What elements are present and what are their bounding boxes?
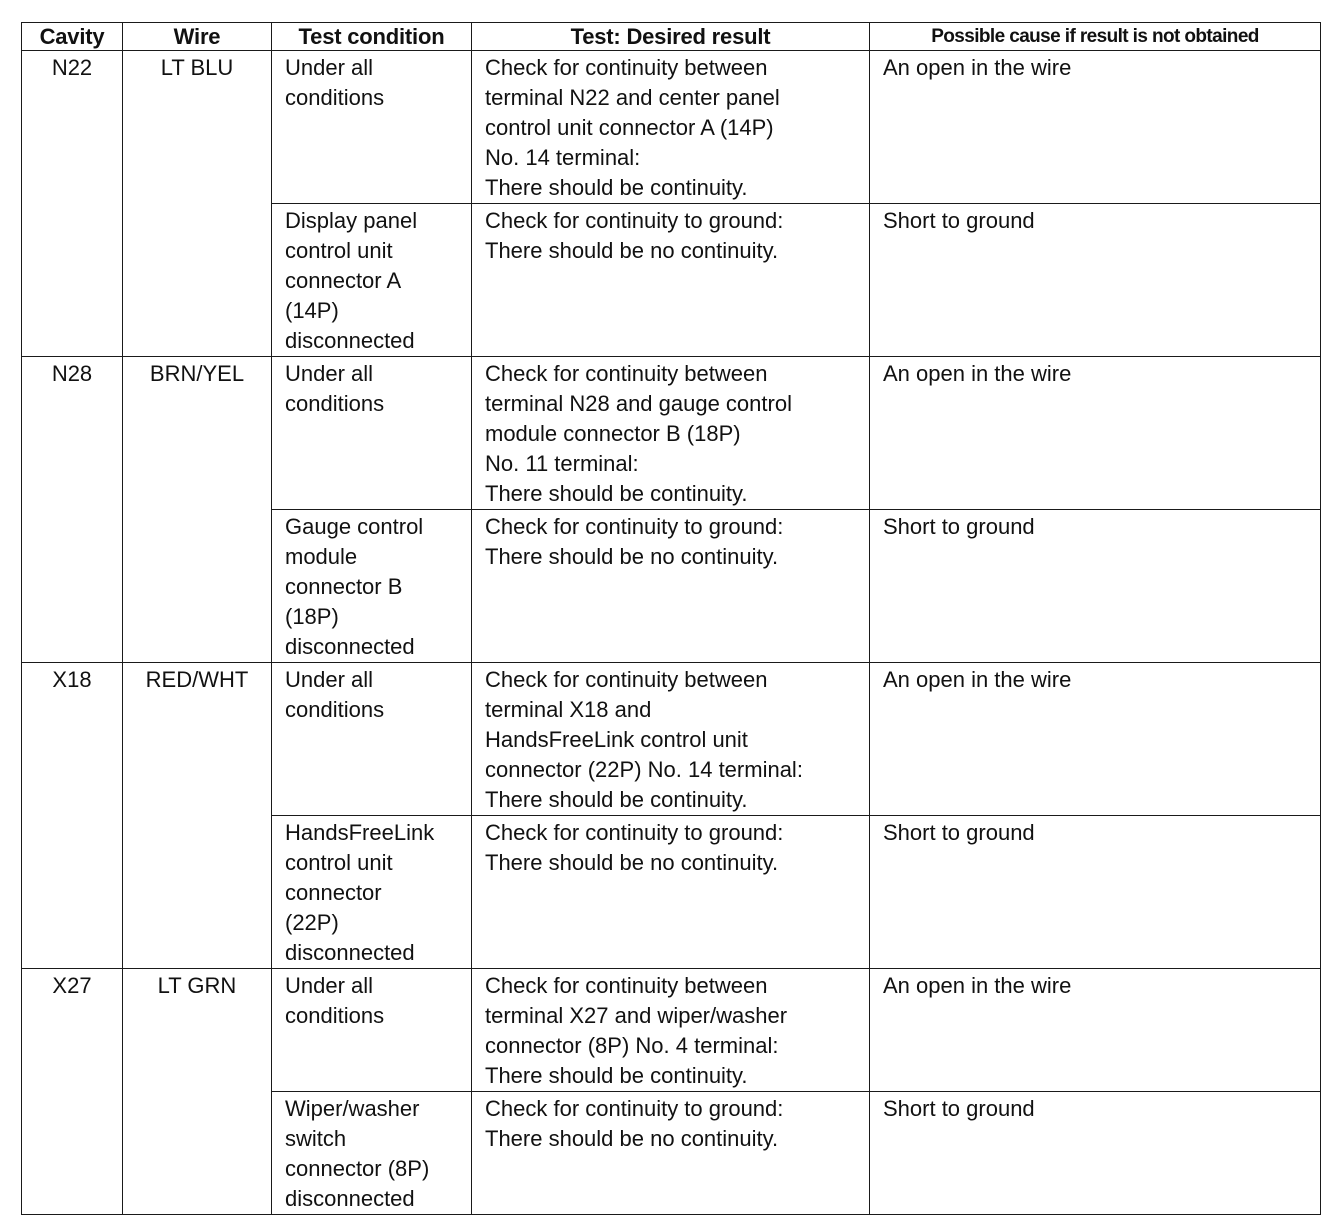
result-line: Check for continuity to ground: — [485, 1096, 784, 1121]
table-row — [22, 969, 1321, 1092]
test-condition-cell — [272, 357, 472, 510]
header-desired-result: Test: Desired result — [472, 23, 870, 51]
condition-line: connector A — [285, 268, 402, 293]
header-test-condition: Test condition — [272, 23, 472, 51]
possible-cause-cell: An open in the wire — [870, 357, 1321, 510]
header-wire: Wire — [123, 23, 272, 51]
test-condition-cell — [272, 816, 472, 969]
wire-cell: LT GRN — [123, 969, 272, 1215]
result-line: terminal N28 and gauge control — [485, 391, 792, 416]
possible-cause-cell: Short to ground — [870, 1092, 1321, 1215]
result-line: Check for continuity between — [485, 973, 768, 998]
table-row — [22, 663, 1321, 816]
result-line: Check for continuity to ground: — [485, 820, 784, 845]
wire-cell: BRN/YEL — [123, 357, 272, 663]
test-condition-cell — [272, 204, 472, 357]
header-cavity: Cavity — [22, 23, 123, 51]
condition-line: disconnected — [285, 634, 415, 659]
result-line: There should be continuity. — [485, 787, 748, 812]
result-line: Check for continuity between — [485, 361, 768, 386]
condition-line: conditions — [285, 391, 385, 416]
table-row — [22, 51, 1321, 204]
result-line: There should be continuity. — [485, 175, 748, 200]
cavity-cell: X27 — [22, 969, 123, 1215]
possible-cause-cell: An open in the wire — [870, 969, 1321, 1092]
header-possible-cause: Possible cause if result is not obtained — [870, 23, 1321, 51]
condition-line: conditions — [285, 1003, 385, 1028]
result-line: connector (22P) No. 14 terminal: — [485, 757, 803, 782]
condition-line: connector — [285, 880, 382, 905]
result-line: Check for continuity between — [485, 55, 768, 80]
condition-line: control unit — [285, 850, 393, 875]
cavity-cell: X18 — [22, 663, 123, 969]
possible-cause-cell: Short to ground — [870, 510, 1321, 663]
condition-line: Under all — [285, 361, 374, 386]
possible-cause-cell: An open in the wire — [870, 51, 1321, 204]
table-row — [22, 357, 1321, 510]
cavity-cell: N28 — [22, 357, 123, 663]
cavity-cell: N22 — [22, 51, 123, 357]
condition-line: Display panel — [285, 208, 418, 233]
condition-line: connector (8P) — [285, 1156, 430, 1181]
condition-line: Gauge control — [285, 514, 424, 539]
result-line: Check for continuity between — [485, 667, 768, 692]
condition-line: switch — [285, 1126, 347, 1151]
condition-line: module — [285, 544, 358, 569]
condition-line: (22P) — [285, 910, 339, 935]
result-line: There should be continuity. — [485, 481, 748, 506]
header-row — [22, 23, 1321, 51]
wire-cell: RED/WHT — [123, 663, 272, 969]
test-condition-cell — [272, 510, 472, 663]
desired-result-cell — [472, 51, 870, 204]
result-line: connector (8P) No. 4 terminal: — [485, 1033, 779, 1058]
result-line: No. 11 terminal: — [485, 451, 639, 476]
condition-line: Wiper/washer — [285, 1096, 420, 1121]
result-line: There should be continuity. — [485, 1063, 748, 1088]
result-line: There should be no continuity. — [485, 544, 779, 569]
condition-line: disconnected — [285, 1186, 415, 1211]
condition-line: HandsFreeLink — [285, 820, 435, 845]
test-condition-cell — [272, 1092, 472, 1215]
condition-line: disconnected — [285, 940, 415, 965]
desired-result-cell — [472, 204, 870, 357]
result-line: Check for continuity to ground: — [485, 514, 784, 539]
diagnostic-table — [21, 22, 1321, 1215]
test-condition-cell — [272, 51, 472, 204]
result-line: There should be no continuity. — [485, 850, 779, 875]
condition-line: conditions — [285, 85, 385, 110]
possible-cause-cell: An open in the wire — [870, 663, 1321, 816]
condition-line: connector B — [285, 574, 403, 599]
condition-line: Under all — [285, 667, 374, 692]
result-line: No. 14 terminal: — [485, 145, 641, 170]
condition-line: disconnected — [285, 328, 415, 353]
result-line: There should be no continuity. — [485, 238, 779, 263]
desired-result-cell — [472, 969, 870, 1092]
result-line: terminal X27 and wiper/washer — [485, 1003, 788, 1028]
test-condition-cell — [272, 969, 472, 1092]
desired-result-cell — [472, 510, 870, 663]
possible-cause-cell: Short to ground — [870, 204, 1321, 357]
condition-line: (18P) — [285, 604, 339, 629]
result-line: terminal N22 and center panel — [485, 85, 780, 110]
possible-cause-cell: Short to ground — [870, 816, 1321, 969]
condition-line: conditions — [285, 697, 385, 722]
result-line: terminal X18 and — [485, 697, 652, 722]
condition-line: Under all — [285, 55, 374, 80]
result-line: HandsFreeLink control unit — [485, 727, 748, 752]
condition-line: control unit — [285, 238, 393, 263]
desired-result-cell — [472, 816, 870, 969]
result-line: There should be no continuity. — [485, 1126, 779, 1151]
desired-result-cell — [472, 1092, 870, 1215]
result-line: control unit connector A (14P) — [485, 115, 774, 140]
desired-result-cell — [472, 357, 870, 510]
result-line: module connector B (18P) — [485, 421, 741, 446]
wire-cell: LT BLU — [123, 51, 272, 357]
result-line: Check for continuity to ground: — [485, 208, 784, 233]
condition-line: (14P) — [285, 298, 339, 323]
test-condition-cell — [272, 663, 472, 816]
desired-result-cell — [472, 663, 870, 816]
condition-line: Under all — [285, 973, 374, 998]
